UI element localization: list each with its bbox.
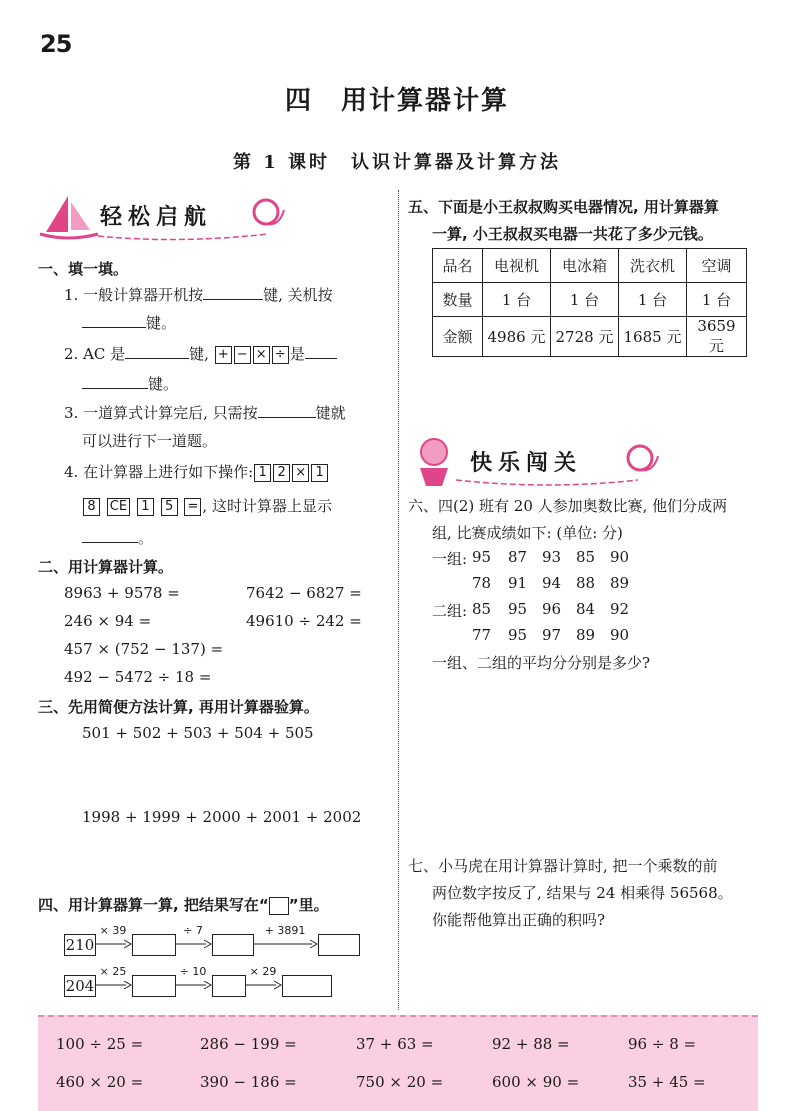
table-cell: 金额 [433, 317, 483, 357]
answer-blank[interactable] [82, 314, 146, 328]
table-cell: 4986 元 [483, 317, 551, 357]
answer-blank[interactable] [258, 404, 316, 418]
flow2-op2: ÷ 10 [179, 965, 207, 978]
flow1-op1: × 39 [99, 924, 127, 937]
table-cell: 电冰箱 [551, 249, 619, 283]
key-5: 5 [161, 498, 178, 516]
banner-easy-start [38, 192, 288, 244]
score: 89 [576, 626, 596, 644]
key-minus: − [234, 346, 251, 364]
table-cell: 1685 元 [619, 317, 687, 357]
s4-title-a: 四、用计算器算一算, 把结果写在“ [38, 896, 269, 914]
answer-box-sample [269, 897, 289, 915]
s2-expr-5: 457 × (752 − 137) = [64, 640, 224, 658]
score: 96 [542, 600, 562, 618]
score: 90 [610, 626, 630, 644]
flow1-op2: ÷ 7 [183, 924, 203, 937]
s1-q4-text-b: , 这时计算器上显示 [202, 497, 332, 515]
page-number: 25 [40, 30, 72, 58]
drill-expr: 37 + 63 = [356, 1035, 434, 1053]
s5-line2: 一算, 小王叔叔买电器一共花了多少元钱。 [432, 225, 713, 243]
lesson-title: 第 1 课时 认识计算器及计算方法 [232, 152, 562, 173]
s4-title-b: ”里。 [288, 896, 329, 914]
score: 89 [610, 574, 630, 592]
s1-q2-line2 [82, 373, 178, 394]
arrow-right-icon [96, 979, 132, 991]
drill-expr: 390 − 186 = [200, 1073, 297, 1091]
drill-expr: 286 − 199 = [200, 1035, 297, 1053]
flow2-op1: × 25 [99, 965, 127, 978]
flow2-op3: × 29 [249, 965, 277, 978]
answer-box[interactable] [132, 975, 176, 997]
chapter-title: 四 用计算器计算 [284, 86, 509, 116]
key-plus: + [215, 346, 232, 364]
table-cell: 洗衣机 [619, 249, 687, 283]
banner-happy-challenge-text: 快乐闯关 [470, 450, 583, 476]
s1-q3-line2: 可以进行下一道题。 [82, 432, 218, 450]
table-cell: 1 台 [687, 283, 747, 317]
arrow-right-icon [176, 979, 212, 991]
score: 93 [542, 548, 562, 566]
score: 95 [508, 626, 528, 644]
answer-blank[interactable] [125, 345, 189, 359]
score: 88 [576, 574, 596, 592]
s1-q1-line1 [64, 284, 333, 305]
s7-line2: 两位数字按反了, 结果与 24 相乘得 56568。 [432, 884, 733, 902]
score: 95 [472, 548, 492, 566]
flow1-start: 210 [65, 936, 95, 954]
flow1-op3: + 3891 [264, 924, 306, 937]
key-divide: ÷ [272, 346, 289, 364]
key-times: × [292, 464, 309, 482]
score: 90 [610, 548, 630, 566]
answer-blank[interactable] [203, 286, 263, 300]
table-row [433, 283, 747, 317]
column-divider [398, 190, 399, 1010]
s1-q4-text-c: 。 [138, 529, 154, 547]
s2-expr-3: 246 × 94 = [64, 612, 152, 630]
s1-q3-text-a: 3. 一道算式计算完后, 只需按 [64, 404, 258, 422]
s1-q1-text-b: 键, 关机按 [263, 286, 333, 304]
drill-expr: 100 ÷ 25 = [56, 1035, 144, 1053]
key-8: 8 [83, 498, 100, 516]
s1-q2-text-d: 键。 [148, 375, 179, 393]
s4-title [38, 894, 329, 915]
score: 77 [472, 626, 492, 644]
score: 91 [508, 574, 528, 592]
banner-easy-start-text: 轻松启航 [100, 204, 213, 230]
arrow-right-icon [254, 938, 318, 950]
appliance-table [432, 248, 747, 357]
arrow-right-icon [246, 979, 282, 991]
s6-question: 一组、二组的平均分分别是多少? [432, 654, 651, 672]
s1-q4-line2 [82, 495, 332, 516]
table-cell: 3659 元 [687, 317, 747, 357]
s2-expr-4: 49610 ÷ 242 = [246, 612, 362, 630]
score: 78 [472, 574, 492, 592]
s1-q4-line1 [64, 461, 329, 482]
score: 95 [508, 600, 528, 618]
s1-q4-line3 [82, 527, 153, 548]
answer-box[interactable] [318, 934, 360, 956]
s3-expr-1: 501 + 502 + 503 + 504 + 505 [82, 724, 314, 742]
s1-q1-line2 [82, 312, 176, 333]
table-cell: 空调 [687, 249, 747, 283]
score: 94 [542, 574, 562, 592]
score: 92 [610, 600, 630, 618]
drill-expr: 750 × 20 = [356, 1073, 444, 1091]
drill-expr: 96 ÷ 8 = [628, 1035, 697, 1053]
s5-line1: 五、下面是小王叔叔购买电器情况, 用计算器算 [408, 198, 719, 216]
s1-q4-text-a: 4. 在计算器上进行如下操作: [64, 463, 254, 481]
s2-expr-1: 8963 + 9578 = [64, 584, 180, 602]
arrow-right-icon [96, 938, 132, 950]
flow2-start: 204 [65, 977, 95, 995]
s1-q2-line1 [64, 343, 337, 364]
table-cell: 1 台 [619, 283, 687, 317]
answer-blank[interactable] [82, 529, 138, 543]
table-row [433, 249, 747, 283]
score: 84 [576, 600, 596, 618]
answer-blank[interactable] [305, 345, 337, 359]
s1-q3-line1 [64, 402, 346, 423]
s6-group1-label: 一组: [432, 550, 468, 568]
arrow-right-icon [176, 938, 212, 950]
s1-q3-text-b: 键就 [315, 404, 346, 422]
table-cell: 1 台 [551, 283, 619, 317]
s1-q2-text-a: 2. AC 是 [64, 345, 126, 363]
table-cell: 2728 元 [551, 317, 619, 357]
table-cell: 电视机 [483, 249, 551, 283]
banner-happy-challenge [408, 432, 664, 492]
score: 87 [508, 548, 528, 566]
table-cell: 数量 [433, 283, 483, 317]
s2-expr-6: 492 − 5472 ÷ 18 = [64, 668, 212, 686]
answer-box[interactable] [212, 934, 254, 956]
s7-line3: 你能帮他算出正确的积吗? [432, 911, 606, 929]
key-2: 2 [273, 464, 290, 482]
table-cell: 品名 [433, 249, 483, 283]
s7-line1: 七、小马虎在用计算器计算时, 把一个乘数的前 [408, 857, 718, 875]
key-ce: CE [107, 498, 130, 516]
key-1: 1 [311, 464, 328, 482]
table-cell: 1 台 [483, 283, 551, 317]
s3-title: 三、先用简便方法计算, 再用计算器验算。 [38, 698, 319, 716]
drill-expr: 600 × 90 = [492, 1073, 580, 1091]
s6-line1: 六、四(2) 班有 20 人参加奥数比赛, 他们分成两 [408, 497, 728, 515]
s1-q1-text-c: 键。 [146, 314, 177, 332]
drill-expr: 92 + 88 = [492, 1035, 570, 1053]
answer-box[interactable] [212, 975, 246, 997]
answer-box[interactable] [132, 934, 176, 956]
flow-chains [64, 924, 394, 1014]
s6-line2: 组, 比赛成绩如下: (单位: 分) [432, 524, 623, 542]
s1-q2-text-c: 是 [289, 345, 305, 363]
s2-title: 二、用计算器计算。 [38, 558, 174, 576]
s2-expr-2: 7642 − 6827 = [246, 584, 362, 602]
table-row [433, 317, 747, 357]
key-equals: = [184, 498, 201, 516]
s6-group2-label: 二组: [432, 602, 468, 620]
drill-expr: 35 + 45 = [628, 1073, 706, 1091]
answer-box[interactable] [282, 975, 332, 997]
drill-expr: 460 × 20 = [56, 1073, 144, 1091]
key-1: 1 [137, 498, 154, 516]
s1-q1-text-a: 1. 一般计算器开机按 [64, 286, 204, 304]
key-times: × [253, 346, 270, 364]
score: 97 [542, 626, 562, 644]
s1-q2-text-b: 键, [189, 345, 209, 363]
oral-drill-panel [38, 1015, 758, 1111]
answer-blank[interactable] [82, 375, 148, 389]
score: 85 [472, 600, 492, 618]
key-1: 1 [254, 464, 271, 482]
s1-title: 一、填一填。 [38, 260, 129, 278]
score: 85 [576, 548, 596, 566]
s3-expr-2: 1998 + 1999 + 2000 + 2001 + 2002 [82, 808, 362, 826]
